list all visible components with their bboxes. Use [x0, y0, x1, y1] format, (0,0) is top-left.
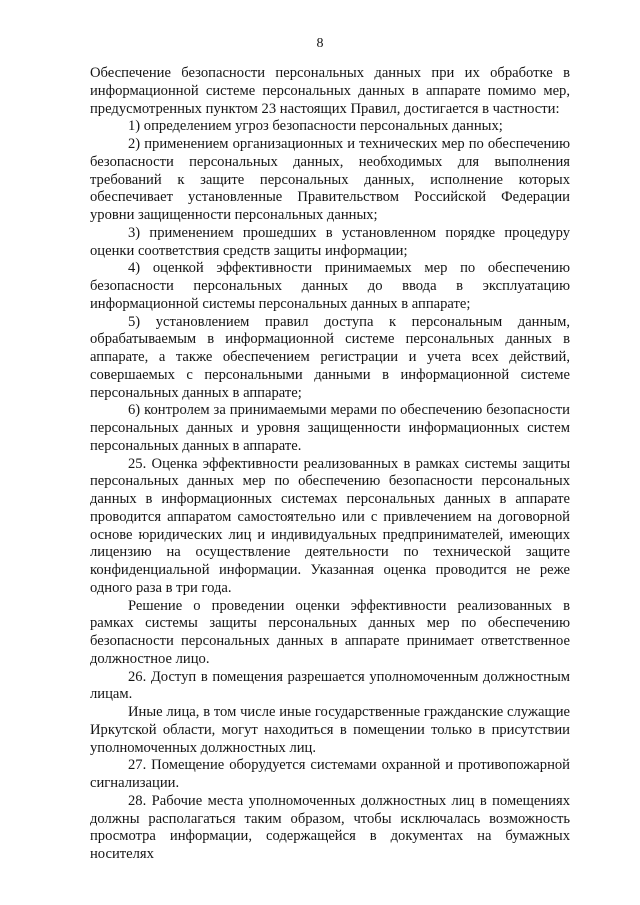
paragraph-item-6: 6) контролем за принимаемыми мерами по обеспечению безопасности персональных данных и уровня защищенности информационных систем персональных данных в аппарате.: [90, 402, 570, 454]
paragraph-item-4: 4) оценкой эффективности принимаемых мер по обеспечению безопасности персональных данных до ввода в эксплуатацию информационной системы персональных данных в аппарате;: [90, 260, 570, 312]
paragraph-item-3: 3) применением прошедших в установленном порядке процедуру оценки соответствия средств защиты информации;: [90, 224, 570, 259]
paragraph-clause-25-decision: Решение о проведении оценки эффективности реализованных в рамках системы защиты персональных данных мер по обеспечению безопасности персональных данных в аппарате принимает ответственное должностное лицо.: [90, 597, 570, 667]
paragraph-clause-26: 26. Доступ в помещения разрешается уполномоченным должностным лицам.: [90, 668, 570, 703]
paragraph-item-1: 1) определением угроз безопасности персональных данных;: [128, 118, 503, 135]
paragraph-intro: Обеспечение безопасности персональных данных при их обработке в информационной системе персональных данных в аппарате помимо мер, предусмотренных пунктом 23 настоящих Правил, достигается в частности:: [90, 65, 570, 117]
body-text: [90, 65, 570, 864]
paragraph-clause-26-others: Иные лица, в том числе иные государственные гражданские служащие Иркутской области, могут находиться в помещении только в присутствии уполномоченных должностных лиц.: [90, 704, 570, 756]
paragraph-clause-28: 28. Рабочие места уполномоченных должностных лиц в помещениях должны располагаться таким образом, чтобы исключалась возможность просмотра информации, содержащейся в документах на бумажных носителях: [90, 792, 570, 862]
page-number: 8: [316, 36, 324, 51]
paragraph-clause-25: 25. Оценка эффективности реализованных в рамках системы защиты персональных данных мер по обеспечению безопасности персональных данных в информационных системах персональных данных в аппарате проводится аппаратом самостоятельно или с привлечением на договорной основе юридических лиц и индивидуальных предпринимателей, имеющих лицензию на осуществление деятельности по технической защите конфиденциальной информации. Указанная оценка проводится не реже одного раза в три года.: [90, 455, 570, 596]
paragraph-item-2: 2) применением организационных и технических мер по обеспечению безопасности персональных данных, необходимых для выполнения требований к защите персональных данных, исполнение которых обеспечивает установленные Правительством Российской Федерации уровни защищенности персональных данных;: [90, 136, 570, 223]
paragraph-item-5: 5) установлением правил доступа к персональным данным, обрабатываемым в информационной системе персональных данных в аппарате, а также обеспечением регистрации и учета всех действий, совершаемых с персональными данными в информационной системе персональных данных в аппарате;: [90, 313, 570, 401]
paragraph-clause-27: 27. Помещение оборудуется системами охранной и противопожарной сигнализации.: [90, 757, 570, 791]
